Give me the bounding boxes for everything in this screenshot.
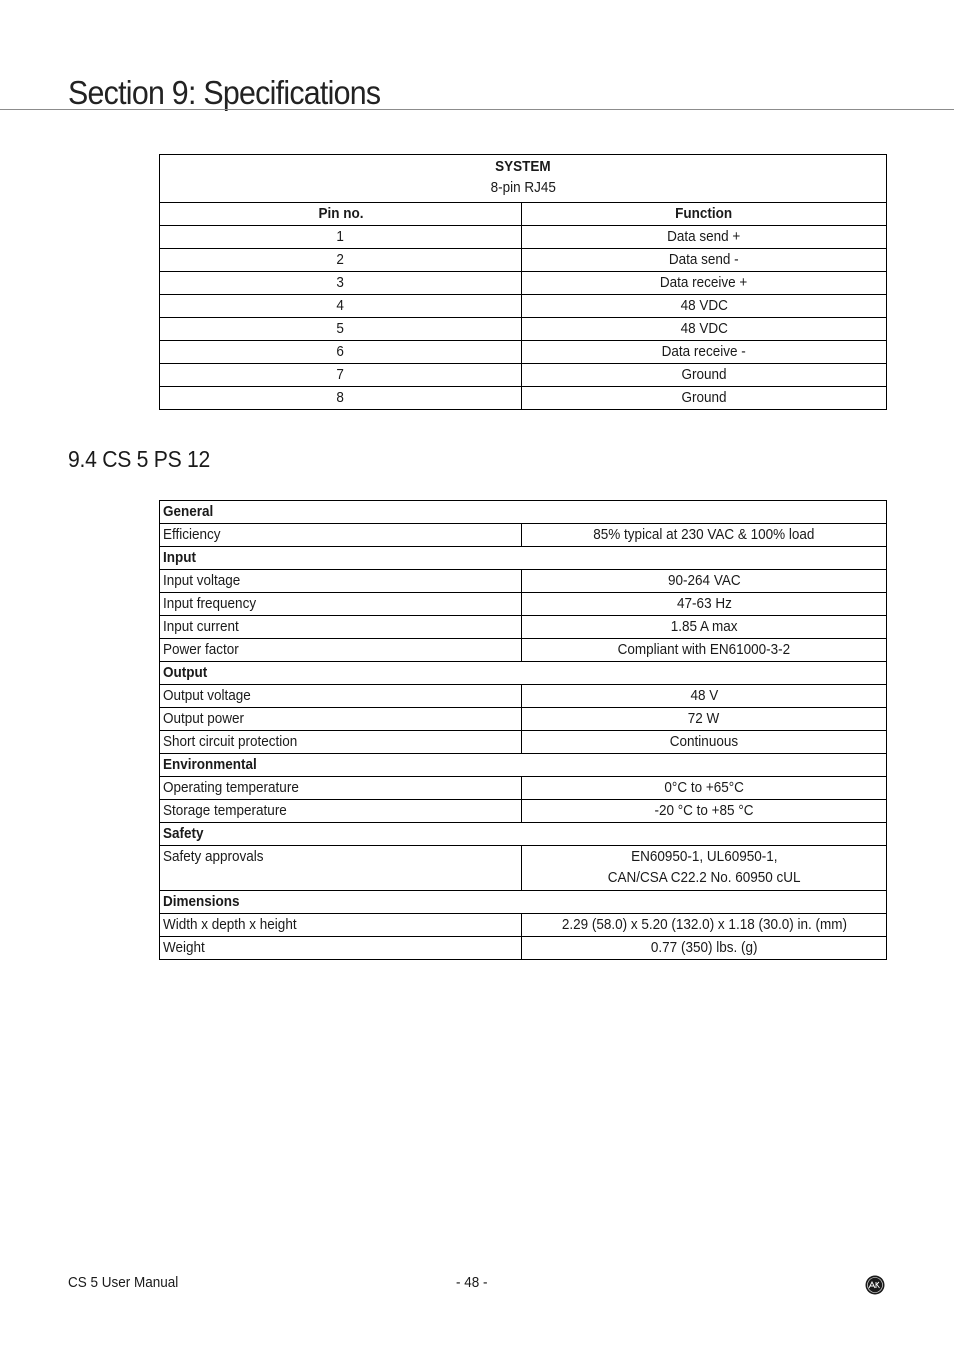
pin-cell: 1 [160,226,522,249]
spec-value: 2.29 (58.0) x 5.20 (132.0) x 1.18 (30.0) in. (mm) [522,914,887,937]
table-row [160,846,887,891]
function-cell: Ground [522,364,887,387]
spec-value: 47-63 Hz [522,593,887,616]
group-row-input [160,547,887,570]
spec-label: Input voltage [160,570,522,593]
pin-table-subtitle: 8-pin RJ45 [490,179,556,196]
spec-value: Continuous [522,731,887,754]
pin-cell: 5 [160,318,522,341]
pin-cell: 4 [160,295,522,318]
group-heading: Output [160,662,887,685]
table-row [160,731,887,754]
table-row [160,226,887,249]
spec-value: 72 W [522,708,887,731]
spec-label: Output voltage [160,685,522,708]
table-row [160,249,887,272]
spec-label: Short circuit protection [160,731,522,754]
pin-cell: 7 [160,364,522,387]
pin-table-caption [160,155,887,203]
table-row [160,937,887,960]
table-row [160,341,887,364]
group-heading: Environmental [160,754,887,777]
spec-label: Operating temperature [160,777,522,800]
function-cell: 48 VDC [522,295,887,318]
group-row-safety [160,823,887,846]
spec-label: Input current [160,616,522,639]
table-row [160,685,887,708]
table-row [160,524,887,547]
pin-cell: 6 [160,341,522,364]
power-supply-spec-table [159,500,887,960]
function-cell: Data receive + [522,272,887,295]
group-heading: Safety [160,823,887,846]
function-cell: 48 VDC [522,318,887,341]
spec-value: 48 V [522,685,887,708]
spec-value: -20 °C to +85 °C [522,800,887,823]
group-row-output [160,662,887,685]
pin-cell: 8 [160,387,522,410]
footer-page-number: - 48 - [456,1274,488,1291]
column-header-function: Function [522,203,887,226]
table-row [160,364,887,387]
title-rule [0,109,954,110]
table-row [160,593,887,616]
group-row-environmental [160,754,887,777]
function-cell: Data receive - [522,341,887,364]
spec-value: 90-264 VAC [522,570,887,593]
table-row [160,708,887,731]
spec-label: Safety approvals [160,846,522,891]
function-cell: Ground [522,387,887,410]
spec-label: Input frequency [160,593,522,616]
column-header-pin: Pin no. [160,203,522,226]
section-title: Section 9: Specifications [68,74,381,111]
akg-logo-icon [865,1275,885,1295]
spec-label: Width x depth x height [160,914,522,937]
function-cell: Data send - [522,249,887,272]
footer-manual-name: CS 5 User Manual [68,1274,179,1291]
spec-value: 85% typical at 230 VAC & 100% load [522,524,887,547]
group-heading: Dimensions [160,891,887,914]
pin-assignment-table [159,154,887,410]
group-row-general [160,501,887,524]
table-row [160,272,887,295]
pin-table-title: SYSTEM [495,158,551,175]
table-row [160,387,887,410]
group-row-dimensions [160,891,887,914]
spec-value: 1.85 A max [522,616,887,639]
spec-label: Efficiency [160,524,522,547]
spec-label: Weight [160,937,522,960]
table-row [160,570,887,593]
function-cell: Data send + [522,226,887,249]
pin-table-header-row [160,203,887,226]
table-row [160,639,887,662]
table-row [160,800,887,823]
spec-value: Compliant with EN61000-3-2 [522,639,887,662]
group-heading: Input [160,547,887,570]
subsection-title: 9.4 CS 5 PS 12 [68,446,210,472]
spec-value: 0.77 (350) lbs. (g) [522,937,887,960]
spec-label: Storage temperature [160,800,522,823]
table-row [160,295,887,318]
table-row [160,616,887,639]
pin-cell: 3 [160,272,522,295]
table-row [160,777,887,800]
spec-value: EN60950-1, UL60950-1, CAN/CSA C22.2 No. 60950 cUL [522,846,887,891]
spec-label: Power factor [160,639,522,662]
pin-cell: 2 [160,249,522,272]
spec-label: Output power [160,708,522,731]
spec-value: 0°C to +65°C [522,777,887,800]
table-row [160,914,887,937]
table-row [160,318,887,341]
pin-table-caption-row [160,155,887,203]
group-heading: General [160,501,887,524]
